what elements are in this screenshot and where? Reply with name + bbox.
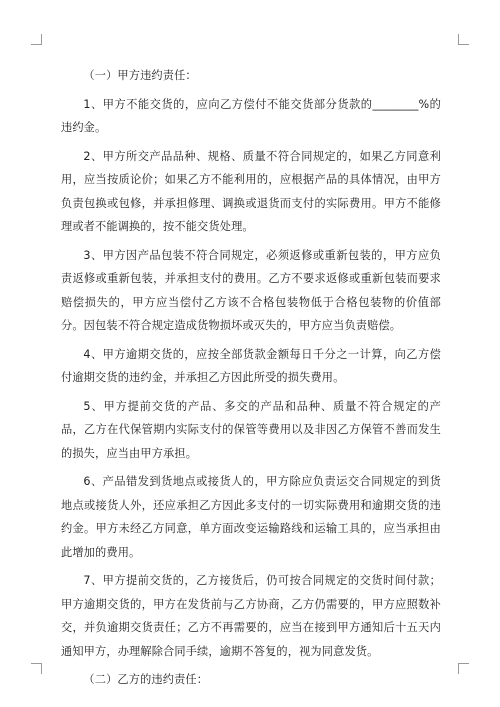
clause-7: 7、甲方提前交货的，乙方接货后，仍可按合同规定的交货时间付款；甲方逾期交货的，甲方在发货前与乙方协商，乙方仍需要的，甲方应照数补交，并负逾期交货责任；乙方不再需要的，应当在接到甲方通知后十五天内通知甲方，办理解除合同手续，逾期不答复的，视为同意发货。	[61, 574, 441, 658]
clause-1: 1、甲方不能交货的，应向乙方偿付不能交货部分货款的________%的违约金。	[61, 97, 441, 134]
crop-mark-top-right	[458, 34, 469, 45]
crop-mark-bottom-left	[31, 663, 42, 674]
clause-5: 5、甲方提前交货的产品、多交的产品和品种、质量不符合规定的产品，乙方在代保管期内实际支付的保管等费用以及非因乙方保管不善而发生的损失，应当由甲方承担。	[61, 399, 441, 460]
section-heading-party-b: （二）乙方的违约责任：	[83, 673, 209, 686]
clause-3: 3、甲方因产品包装不符合同规定，必须返修或重新包装的，甲方应负责返修或重新包装，并承担支付的费用。乙方不要求返修或重新包装而要求赔偿损失的，甲方应当偿付乙方该不合格包装物低于合格包装物的价值部分。因包装不符合规定造成货物损坏或灭失的，甲方应当负责赔偿。	[61, 248, 441, 332]
section-heading-party-a: （一）甲方违约责任：	[83, 69, 197, 82]
clause-4: 4、甲方逾期交货的，应按全部货款金额每日千分之一计算，向乙方偿付逾期交货的违约金，并承担乙方因此所受的损失费用。	[61, 347, 441, 384]
clause-6: 6、产品错发到货地点或接货人的，甲方除应负责运交合同规定的到货地点或接货人外，还应承担乙方因此多支付的一切实际费用和逾期交货的违约金。甲方未经乙方同意，单方面改变运输路线和运输工具的，应当承担由此增加的费用。	[61, 475, 441, 559]
clause-2: 2、甲方所交产品品种、规格、质量不符合同规定的，如果乙方同意利用，应当按质论价；如果乙方不能利用的，应根据产品的具体情况，由甲方负责包换或包修，并承担修理、调换或退货而支付的实际费用。甲方不能修理或者不能调换的，按不能交货处理。	[61, 149, 441, 233]
crop-mark-top-left	[31, 34, 42, 45]
document-body	[61, 64, 441, 697]
crop-mark-bottom-right	[458, 663, 469, 674]
